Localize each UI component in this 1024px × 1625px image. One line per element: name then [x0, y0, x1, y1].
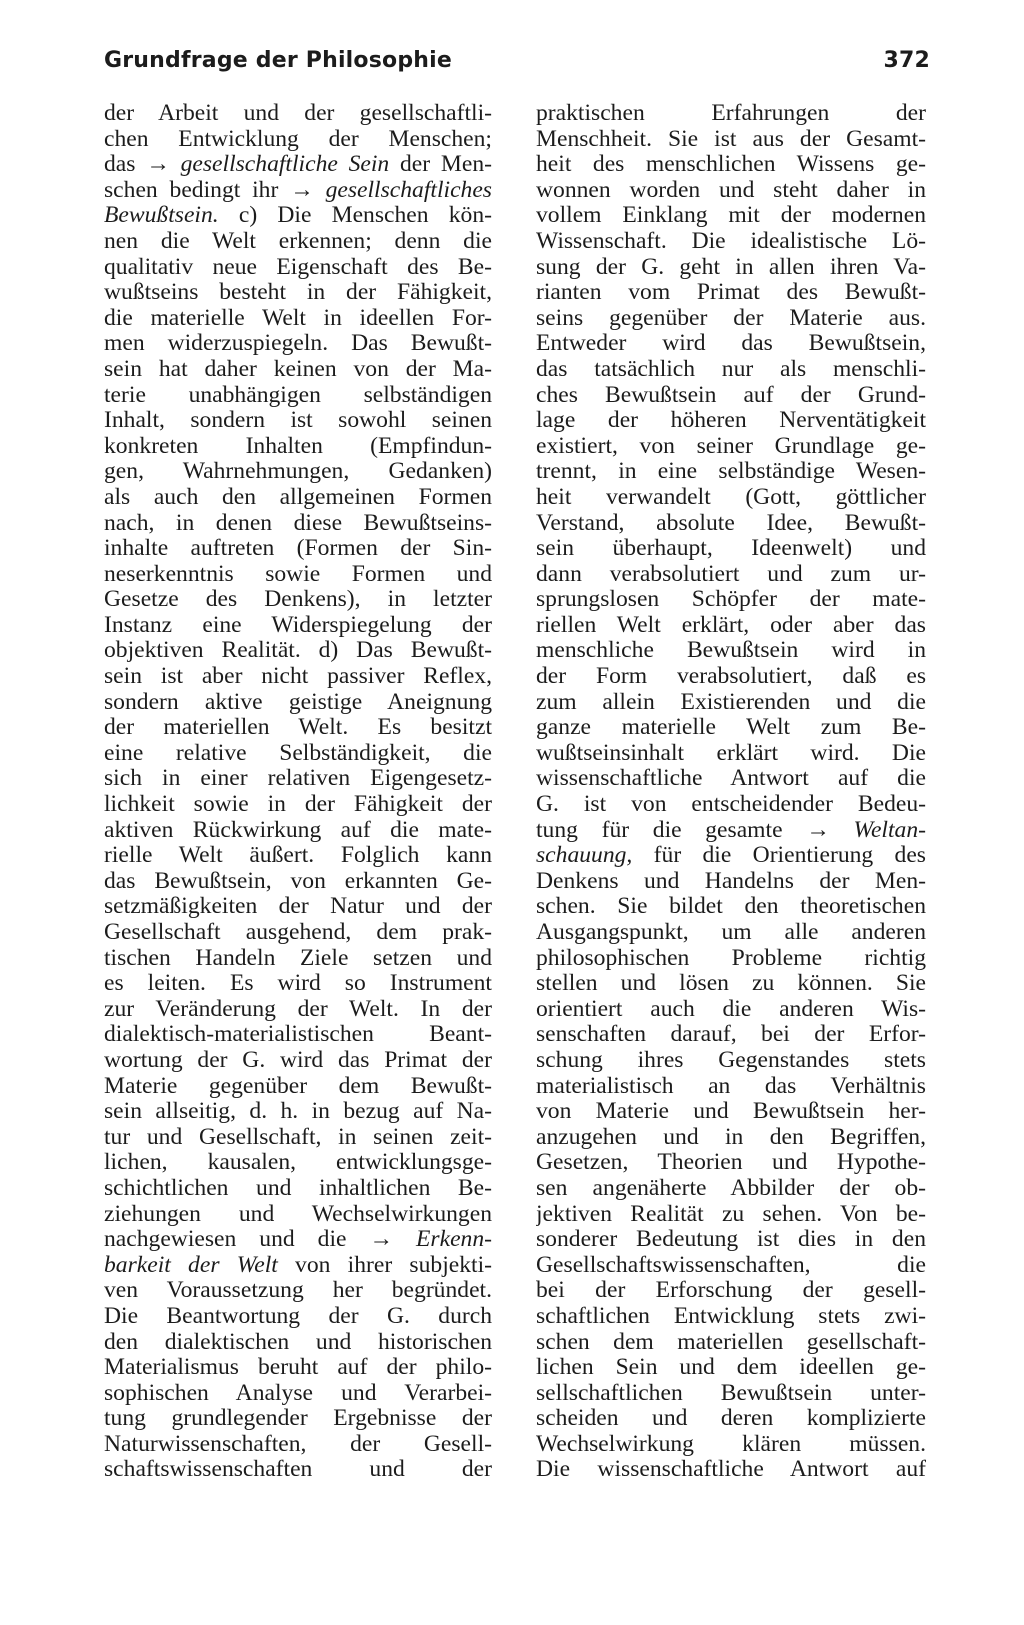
- text-line: [104, 1022, 492, 1048]
- text-segment: lage der höheren Nerventätigkeit: [536, 408, 926, 434]
- text-segment: ziehungen und Wechselwirkungen: [104, 1201, 492, 1227]
- text-line: [104, 1330, 492, 1356]
- text-line: [536, 408, 926, 434]
- text-segment: praktischen Erfahrungen der: [536, 101, 926, 126]
- text-line: [104, 178, 492, 204]
- text-segment: zur Veränderung der Welt. In der: [104, 996, 492, 1022]
- text-line: [104, 946, 492, 972]
- text-segment: sellschaftlichen Bewußtsein unter-: [536, 1380, 926, 1406]
- text-segment: Gesetze des Denkens), in letzter: [104, 587, 492, 613]
- text-segment: Materie gegenüber dem Bewußt-: [104, 1073, 492, 1099]
- text-segment: Die wissenschaftliche Antwort auf: [536, 1457, 926, 1483]
- text-line: [104, 357, 492, 383]
- text-segment: lichkeit sowie in der Fähigkeit der: [104, 792, 492, 818]
- text-line: [536, 511, 926, 537]
- text-line: [536, 1457, 926, 1483]
- text-segment: G. ist von entscheidender Bedeu-: [536, 792, 926, 818]
- text-segment: sein ist aber nicht passiver Reflex,: [104, 664, 492, 690]
- text-segment: von Materie und Bewußtsein her-: [536, 1099, 926, 1125]
- text-line: [536, 536, 926, 562]
- text-segment: schen bedingt ihr →: [104, 177, 326, 203]
- text-line: [104, 1099, 492, 1125]
- text-line: [536, 255, 926, 281]
- text-segment: Ausgangspunkt, um alle anderen: [536, 920, 926, 945]
- text-line: [536, 1022, 926, 1048]
- text-line: [536, 690, 926, 716]
- text-line: [536, 357, 926, 383]
- text-line: [536, 869, 926, 895]
- text-segment: tung für die gesamte →: [536, 817, 854, 843]
- text-line: [104, 664, 492, 690]
- text-segment: zum allein Existierenden und die: [536, 689, 926, 715]
- text-segment: ganze materielle Welt zum Be-: [536, 715, 926, 741]
- text-segment: qualitativ neue Eigenschaft des Be-: [104, 254, 492, 280]
- text-line: [536, 587, 926, 613]
- italic-term: gesellschaftliches: [325, 177, 492, 203]
- text-line: [536, 562, 926, 588]
- text-segment: nach, in denen diese Bewußtseins-: [104, 510, 492, 536]
- text-segment: sein hat daher keinen von der Ma-: [104, 356, 492, 382]
- text-segment: Menschheit. Sie ist aus der Gesamt-: [536, 126, 926, 152]
- text-line: [536, 485, 926, 511]
- text-segment: Entweder wird das Bewußtsein,: [536, 331, 926, 357]
- text-line: [536, 664, 926, 690]
- text-line: [536, 715, 926, 741]
- text-line: [536, 818, 926, 844]
- text-line: [536, 459, 926, 485]
- text-segment: sich in einer relativen Eigengesetz-: [104, 766, 492, 792]
- text-segment: Naturwissenschaften, der Gesell-: [104, 1431, 492, 1457]
- text-line: [104, 536, 492, 562]
- text-line: [104, 459, 492, 485]
- text-segment: aktiven Rückwirkung auf die mate-: [104, 817, 492, 843]
- text-line: [104, 1253, 492, 1279]
- text-segment: inhalte auftreten (Formen der Sin-: [104, 536, 492, 562]
- text-line: [536, 280, 926, 306]
- text-segment: wußtseins besteht in der Fähigkeit,: [104, 280, 492, 306]
- text-segment: heit des menschlichen Wissens ge-: [536, 152, 926, 178]
- text-segment: als auch den allgemeinen Formen: [104, 484, 492, 510]
- text-segment: schaftswissenschaften und der: [104, 1457, 492, 1483]
- text-segment: terie unabhängigen selbständigen: [104, 382, 492, 408]
- text-line: [536, 152, 926, 178]
- text-segment: vollem Einklang mit der modernen: [536, 203, 926, 229]
- text-segment: dialektisch-materialistischen Beant-: [104, 1022, 492, 1048]
- text-segment: men widerzuspiegeln. Das Bewußt-: [104, 331, 492, 357]
- text-segment: tur und Gesellschaft, in seinen zeit-: [104, 1124, 492, 1150]
- italic-term: gesellschaftliche Sein: [180, 152, 390, 178]
- text-line: [536, 383, 926, 409]
- text-line: [536, 1176, 926, 1202]
- text-segment: Die Beantwortung der G. durch: [104, 1303, 492, 1329]
- text-segment: Verstand, absolute Idee, Bewußt-: [536, 510, 926, 536]
- text-line: [536, 792, 926, 818]
- text-segment: anzugehen und in den Begriffen,: [536, 1124, 926, 1150]
- text-line: [104, 229, 492, 255]
- text-line: [104, 1355, 492, 1381]
- text-segment: der materiellen Welt. Es besitzt: [104, 715, 492, 741]
- text-segment: für die Orientierung des: [632, 843, 926, 869]
- text-line: [536, 1330, 926, 1356]
- text-segment: rianten vom Primat des Bewußt-: [536, 280, 926, 306]
- text-segment: den dialektischen und historischen: [104, 1329, 492, 1355]
- text-segment: wissenschaftliche Antwort auf die: [536, 766, 926, 792]
- text-line: [536, 1432, 926, 1458]
- text-line: [104, 971, 492, 997]
- text-column-left: [104, 101, 492, 1483]
- italic-term: schauung,: [536, 843, 633, 869]
- text-segment: setzmäßigkeiten der Natur und der: [104, 894, 492, 920]
- text-segment: Gesellschaftswissenschaften, die: [536, 1252, 926, 1278]
- text-line: [536, 843, 926, 869]
- text-segment: schichtlichen und inhaltlichen Be-: [104, 1175, 492, 1201]
- text-segment: scheiden und deren komplizierte: [536, 1406, 926, 1432]
- text-line: [104, 1457, 492, 1483]
- text-line: [104, 1304, 492, 1330]
- text-line: [536, 1202, 926, 1228]
- text-line: [104, 894, 492, 920]
- text-segment: wonnen worden und steht daher in: [536, 177, 926, 203]
- text-line: [536, 1381, 926, 1407]
- text-line: [104, 920, 492, 946]
- text-line: [536, 203, 926, 229]
- text-line: [104, 1125, 492, 1151]
- text-segment: wortung der G. wird das Primat der: [104, 1047, 492, 1073]
- text-segment: lichen, kausalen, entwicklungsge-: [104, 1150, 492, 1176]
- text-line: [536, 331, 926, 357]
- text-line: [536, 1125, 926, 1151]
- text-line: [104, 690, 492, 716]
- text-segment: schaftlichen Entwicklung stets zwi-: [536, 1303, 926, 1329]
- italic-term: barkeit der Welt: [104, 1252, 278, 1278]
- text-segment: rielle Welt äußert. Folglich kann: [104, 843, 492, 869]
- text-line: [536, 613, 926, 639]
- text-line: [104, 1381, 492, 1407]
- text-segment: das tatsächlich nur als menschli-: [536, 356, 926, 382]
- text-line: [104, 1048, 492, 1074]
- text-line: [536, 1406, 926, 1432]
- text-line: [104, 383, 492, 409]
- text-line: [536, 971, 926, 997]
- text-line: [104, 638, 492, 664]
- text-line: [104, 1406, 492, 1432]
- text-segment: Inhalt, sondern ist sowohl seinen: [104, 408, 492, 434]
- text-line: [104, 485, 492, 511]
- text-line: [104, 843, 492, 869]
- text-segment: Gesetzen, Theorien und Hypothe-: [536, 1150, 926, 1176]
- text-line: [104, 203, 492, 229]
- text-segment: tischen Handeln Ziele setzen und: [104, 945, 492, 971]
- text-segment: konkreten Inhalten (Empfindun-: [104, 433, 492, 459]
- text-line: [536, 946, 926, 972]
- text-line: [104, 715, 492, 741]
- text-segment: menschliche Bewußtsein wird in: [536, 638, 926, 664]
- italic-term: Erkenn-: [416, 1227, 492, 1253]
- text-line: [536, 638, 926, 664]
- text-line: [536, 997, 926, 1023]
- text-line: [104, 434, 492, 460]
- text-line: [536, 229, 926, 255]
- text-line: [536, 434, 926, 460]
- text-line: [536, 1227, 926, 1253]
- text-segment: tung grundlegender Ergebnisse der: [104, 1406, 492, 1432]
- text-line: [104, 1202, 492, 1228]
- text-segment: sophischen Analyse und Verarbei-: [104, 1380, 492, 1406]
- text-line: [536, 101, 926, 127]
- text-line: [104, 741, 492, 767]
- text-column-right: [536, 101, 926, 1483]
- text-segment: Denkens und Handelns der Men-: [536, 868, 926, 894]
- text-segment: der Arbeit und der gesellschaftli-: [104, 101, 492, 126]
- text-line: [536, 741, 926, 767]
- text-line: [104, 255, 492, 281]
- text-line: [104, 280, 492, 306]
- text-line: [104, 818, 492, 844]
- text-segment: stellen und lösen zu können. Sie: [536, 971, 926, 997]
- text-segment: senschaften darauf, bei der Erfor-: [536, 1022, 926, 1048]
- text-line: [536, 1304, 926, 1330]
- text-segment: materialistisch an das Verhältnis: [536, 1073, 926, 1099]
- text-line: [536, 178, 926, 204]
- text-line: [536, 1253, 926, 1279]
- text-line: [104, 152, 492, 178]
- text-segment: nen die Welt erkennen; denn die: [104, 228, 492, 254]
- text-line: [104, 766, 492, 792]
- running-title: Grundfrage der Philosophie: [104, 48, 453, 73]
- text-line: [104, 1074, 492, 1100]
- text-segment: der Form verabsolutiert, daß es: [536, 664, 926, 690]
- text-segment: schen dem materiellen gesellschaft-: [536, 1329, 926, 1355]
- text-line: [104, 331, 492, 357]
- text-segment: Materialismus beruht auf der philo-: [104, 1355, 492, 1381]
- page-number: 372: [883, 48, 930, 73]
- text-segment: c) Die Menschen kön-: [218, 203, 492, 229]
- text-segment: Wissenschaft. Die idealistische Lö-: [536, 228, 926, 254]
- text-segment: Wechselwirkung klären müssen.: [536, 1431, 926, 1457]
- text-segment: objektiven Realität. d) Das Bewußt-: [104, 638, 492, 664]
- text-line: [536, 1074, 926, 1100]
- text-line: [536, 1150, 926, 1176]
- text-segment: seins gegenüber der Materie aus.: [536, 305, 926, 331]
- italic-term: Bewußtsein.: [104, 203, 219, 229]
- text-segment: sein allseitig, d. h. in bezug auf Na-: [104, 1099, 492, 1125]
- text-line: [536, 766, 926, 792]
- text-line: [104, 997, 492, 1023]
- text-segment: eine relative Selbständigkeit, die: [104, 740, 492, 766]
- text-line: [104, 1227, 492, 1253]
- text-segment: sein überhaupt, Ideenwelt) und: [536, 536, 926, 562]
- text-segment: sprungslosen Schöpfer der mate-: [536, 587, 926, 613]
- text-segment: neserkenntnis sowie Formen und: [104, 561, 492, 587]
- text-line: [536, 1355, 926, 1381]
- text-segment: dann verabsolutiert und zum ur-: [536, 561, 926, 587]
- text-line: [104, 1176, 492, 1202]
- text-line: [536, 894, 926, 920]
- text-line: [104, 101, 492, 127]
- text-segment: jektiven Realität zu sehen. Von be-: [536, 1201, 926, 1227]
- text-line: [104, 1150, 492, 1176]
- text-segment: es leiten. Es wird so Instrument: [104, 971, 492, 997]
- text-line: [104, 613, 492, 639]
- text-segment: orientiert auch die anderen Wis-: [536, 996, 926, 1022]
- text-segment: sonderer Bedeutung ist dies in den: [536, 1227, 926, 1253]
- text-line: [104, 408, 492, 434]
- text-line: [104, 562, 492, 588]
- text-segment: sondern aktive geistige Aneignung: [104, 689, 492, 715]
- text-line: [536, 1048, 926, 1074]
- text-segment: sen angenäherte Abbilder der ob-: [536, 1175, 926, 1201]
- text-line: [104, 1278, 492, 1304]
- text-segment: das Bewußtsein, von erkannten Ge-: [104, 868, 492, 894]
- text-segment: Gesellschaft ausgehend, dem prak-: [104, 920, 492, 945]
- text-line: [104, 587, 492, 613]
- text-segment: lichen Sein und dem ideellen ge-: [536, 1355, 926, 1381]
- text-line: [536, 1278, 926, 1304]
- text-segment: schung ihres Gegenstandes stets: [536, 1047, 926, 1073]
- italic-term: Weltan-: [853, 817, 926, 843]
- text-segment: von ihrer subjekti-: [277, 1252, 492, 1278]
- text-line: [536, 306, 926, 332]
- page-header: [104, 48, 930, 88]
- text-line: [104, 869, 492, 895]
- text-segment: ches Bewußtsein auf der Grund-: [536, 382, 926, 408]
- text-segment: trennt, in eine selbständige Wesen-: [536, 459, 926, 485]
- text-segment: sung der G. geht in allen ihren Va-: [536, 254, 926, 280]
- text-segment: philosophischen Probleme richtig: [536, 945, 926, 971]
- text-segment: nachgewiesen und die →: [104, 1227, 416, 1253]
- text-line: [536, 127, 926, 153]
- text-segment: ven Voraussetzung her begründet.: [104, 1278, 492, 1304]
- text-segment: riellen Welt erklärt, oder aber das: [536, 612, 926, 638]
- text-segment: heit verwandelt (Gott, göttlicher: [536, 484, 926, 510]
- text-segment: gen, Wahrnehmungen, Gedanken): [104, 459, 492, 485]
- text-line: [104, 792, 492, 818]
- text-segment: existiert, von seiner Grundlage ge-: [536, 433, 926, 459]
- text-line: [104, 306, 492, 332]
- text-segment: bei der Erforschung der gesell-: [536, 1278, 926, 1304]
- text-line: [104, 127, 492, 153]
- text-segment: chen Entwicklung der Menschen;: [104, 126, 492, 152]
- text-line: [536, 1099, 926, 1125]
- text-line: [104, 511, 492, 537]
- text-segment: die materielle Welt in ideellen For-: [104, 305, 492, 331]
- text-segment: das →: [104, 152, 181, 178]
- text-segment: schen. Sie bildet den theoretischen: [536, 894, 926, 920]
- text-line: [536, 920, 926, 946]
- text-segment: der Men-: [389, 152, 492, 178]
- text-segment: wußtseinsinhalt erklärt wird. Die: [536, 740, 926, 766]
- text-segment: Instanz eine Widerspiegelung der: [104, 612, 492, 638]
- text-line: [104, 1432, 492, 1458]
